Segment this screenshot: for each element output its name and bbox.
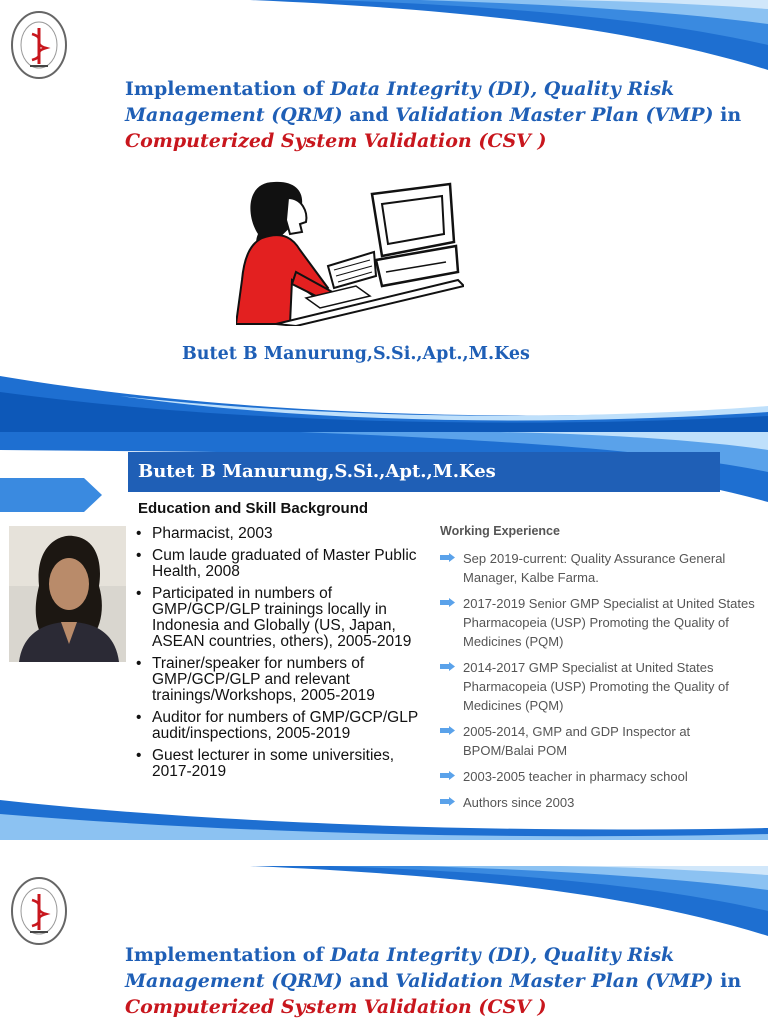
work-item-text: Sep 2019-current: Quality Assurance General Manager, Kalbe Farma. xyxy=(463,551,726,585)
work-item xyxy=(440,722,760,760)
name-banner xyxy=(128,452,720,492)
education-item xyxy=(136,586,436,650)
education-list xyxy=(136,526,436,786)
working-experience-list xyxy=(440,549,760,819)
title-italic-qrm: Management (QRM) xyxy=(125,970,343,992)
title-and: and xyxy=(342,970,396,992)
work-item-text: 2017-2019 Senior GMP Specialist at United States Pharmacopeia (USP) Promoting the Quality of Medicines (PQM) xyxy=(463,596,755,649)
arrow-bullet-icon xyxy=(440,553,455,562)
title-slide-2 xyxy=(0,866,768,1024)
bottom-swoosh-decoration xyxy=(0,366,768,432)
bullet-dot-icon: • xyxy=(136,747,142,764)
title-csv: Computerized System Validation (CSV ) xyxy=(125,996,547,1018)
bullet-dot-icon: • xyxy=(136,525,142,542)
education-item xyxy=(136,656,436,704)
bullet-dot-icon: • xyxy=(136,585,142,602)
title-italic-di-qrm: Data Integrity (DI), Quality Risk xyxy=(330,78,675,100)
education-item xyxy=(136,748,436,780)
arrow-bullet-icon xyxy=(440,598,455,607)
education-item-text: Auditor for numbers of GMP/GCP/GLP audit/inspections, 2005-2019 xyxy=(152,709,418,742)
work-item xyxy=(440,658,760,715)
work-item xyxy=(440,594,760,651)
working-experience-title: Working Experience xyxy=(440,524,560,538)
education-item-text: Guest lecturer in some universities, 2017-2019 xyxy=(152,747,395,780)
education-item-text: Participated in numbers of GMP/GCP/GLP trainings locally in Indonesia and Globally (US, Japan, ASEAN countries, others), 2005-2019 xyxy=(152,585,412,650)
education-title: Education and Skill Background xyxy=(138,500,369,517)
work-item-text: 2014-2017 GMP Specialist at United States Pharmacopeia (USP) Promoting the Quality of Medicines (PQM) xyxy=(463,660,729,713)
top-swoosh-decoration-2 xyxy=(0,866,768,936)
blue-arrow-icon xyxy=(0,478,102,512)
title-italic-di-qrm: Data Integrity (DI), Quality Risk xyxy=(330,944,675,966)
arrow-bullet-icon xyxy=(440,726,455,735)
work-item xyxy=(440,549,760,587)
bio-bottom-swoosh-decoration xyxy=(0,800,768,840)
education-item xyxy=(136,710,436,742)
title-prefix: Implementation of xyxy=(125,78,331,100)
title-italic-vmp: Validation Master Plan (VMP) xyxy=(395,970,714,992)
title-and: and xyxy=(342,104,396,126)
work-item-text: Authors since 2003 xyxy=(463,795,575,810)
bullet-dot-icon: • xyxy=(136,547,142,564)
title-csv: Computerized System Validation (CSV ) xyxy=(125,130,547,152)
education-item xyxy=(136,526,436,542)
education-item-text: Cum laude graduated of Master Public Health, 2008 xyxy=(152,547,417,580)
work-item-text: 2003-2005 teacher in pharmacy school xyxy=(463,769,688,784)
arrow-bullet-icon xyxy=(440,662,455,671)
title-slide-1 xyxy=(0,0,768,432)
work-item xyxy=(440,767,760,786)
title-in: in xyxy=(713,970,742,992)
bullet-dot-icon: • xyxy=(136,655,142,672)
education-item-text: Pharmacist, 2003 xyxy=(152,525,273,542)
work-item-text: 2005-2014, GMP and GDP Inspector at BPOM/Balai POM xyxy=(463,724,691,758)
woman-at-computer-illustration xyxy=(236,176,464,326)
title-in: in xyxy=(713,104,742,126)
top-swoosh-decoration xyxy=(0,0,768,70)
bullet-dot-icon: • xyxy=(136,709,142,726)
arrow-bullet-icon xyxy=(440,771,455,780)
title-italic-qrm: Management (QRM) xyxy=(125,104,343,126)
education-item xyxy=(136,548,436,580)
qa-qc-logo-icon xyxy=(8,8,70,82)
title-italic-vmp: Validation Master Plan (VMP) xyxy=(395,104,714,126)
qa-qc-logo-icon-2 xyxy=(8,874,70,948)
author-name: Butet B Manurung,S.Si.,Apt.,M.Kes xyxy=(182,344,530,364)
banner-name: Butet B Manurung,S.Si.,Apt.,M.Kes xyxy=(138,461,496,482)
presentation-title xyxy=(125,76,745,154)
profile-photo xyxy=(9,526,126,662)
presentation-title-2 xyxy=(125,942,745,1020)
bio-slide xyxy=(0,432,768,840)
title-prefix: Implementation of xyxy=(125,944,331,966)
education-item-text: Trainer/speaker for numbers of GMP/GCP/GLP and relevant trainings/Workshops, 2005-2019 xyxy=(152,655,375,704)
